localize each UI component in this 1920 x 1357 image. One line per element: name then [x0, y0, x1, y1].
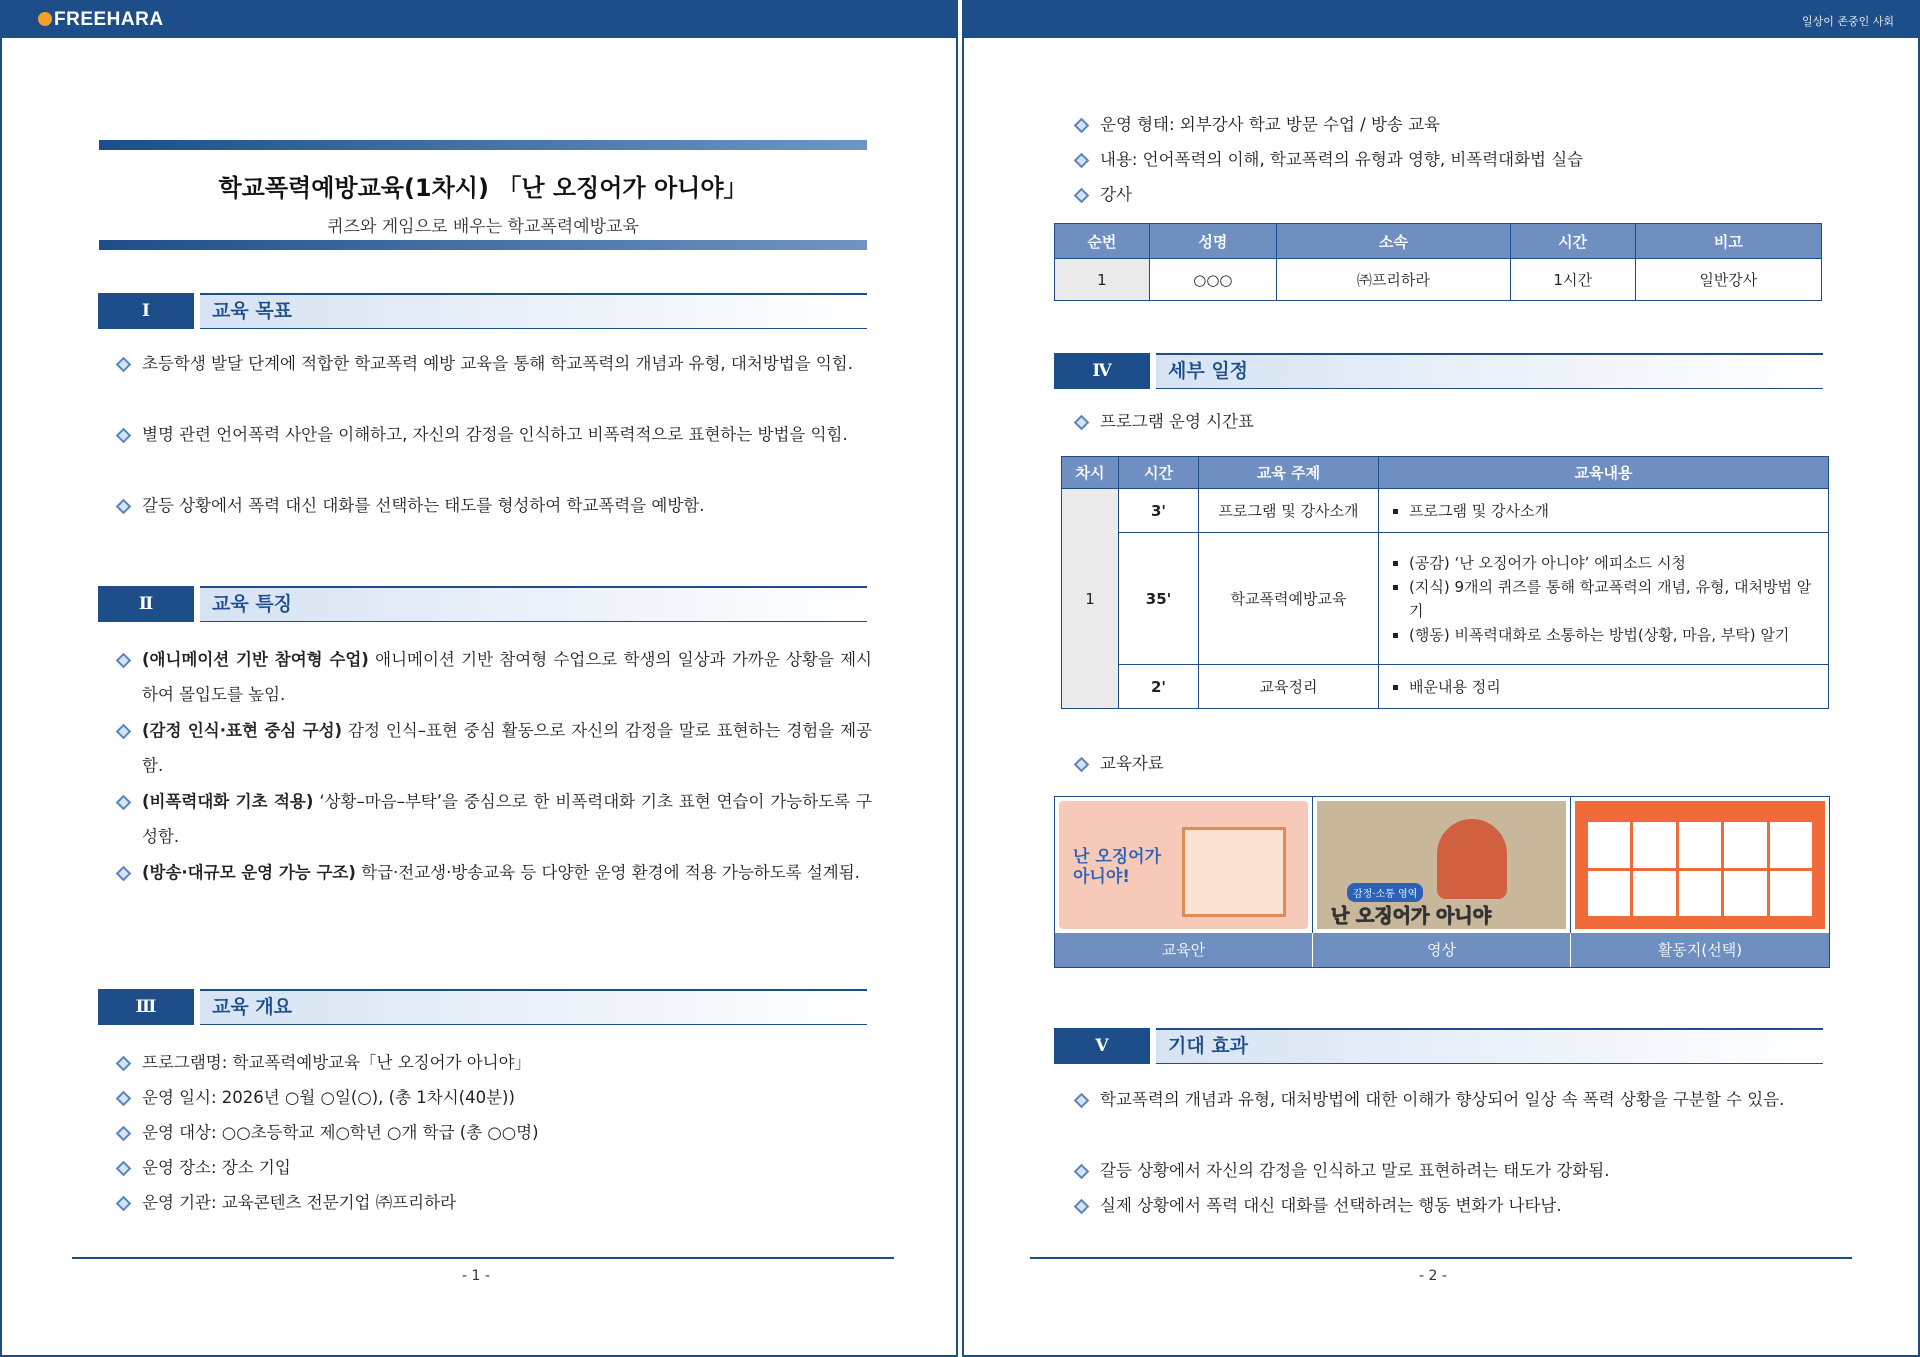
- diamond-bullet-icon: [1074, 118, 1090, 134]
- goal-item: 별명 관련 언어폭력 사안을 이해하고, 자신의 감정을 인식하고 비폭력적으로 표현하는 방법을 익힘.: [142, 417, 872, 452]
- column-header: 교육내용: [1379, 457, 1829, 489]
- doc-title: 학교폭력예방교육(1차시) 「난 오징어가 아니야」: [218, 174, 748, 202]
- materials-panel: [1054, 796, 1830, 968]
- diamond-bullet-icon: [1074, 1164, 1090, 1180]
- title-box: [99, 140, 867, 250]
- overview-item: 프로그램명: 학교폭력예방교육「난 오징어가 아니야」: [142, 1045, 872, 1080]
- table-cell: 일반강사: [1635, 259, 1821, 301]
- list-item: (공감) ‘난 오징어가 아니야’ 에피소드 시청: [1387, 551, 1820, 575]
- page-number: - 2 -: [1419, 1268, 1447, 1284]
- diamond-bullet-icon: [116, 866, 132, 882]
- section-title: 기대 효과: [1156, 1028, 1823, 1064]
- diamond-bullet-icon: [1074, 188, 1090, 204]
- material-caption: 활동지(선택): [1571, 933, 1829, 967]
- column-header: 교육 주제: [1199, 457, 1379, 489]
- slogan: 일상이 존중인 사회: [1801, 15, 1894, 28]
- material-caption: 영상: [1313, 933, 1571, 967]
- worksheet-thumbnail: [1571, 797, 1829, 933]
- header-bar: [2, 2, 956, 38]
- lesson-plan-image: 난 오징어가 아니야!: [1059, 801, 1308, 929]
- schedule-label: 프로그램 운영 시간표: [1100, 404, 1830, 439]
- materials-label: 교육자료: [1100, 746, 1830, 781]
- section-title: 교육 목표: [200, 293, 867, 329]
- column-header: 성명: [1149, 224, 1276, 259]
- instructor-table: [1054, 223, 1822, 301]
- column-header: 비고: [1635, 224, 1821, 259]
- section-number: Ⅳ: [1054, 353, 1150, 389]
- feature-item: (방송·대규모 운영 가능 구조) 학급·전교생·방송교육 등 다양한 운영 환경에 적용 가능하도록 설계됨.: [142, 855, 872, 890]
- section-number: Ⅰ: [98, 293, 194, 329]
- diamond-bullet-icon: [1074, 153, 1090, 169]
- diamond-bullet-icon: [116, 653, 132, 669]
- logo-mark-icon: [38, 12, 52, 26]
- table-row: [1062, 533, 1829, 665]
- section-title: 교육 개요: [200, 989, 867, 1025]
- column-header: 소속: [1276, 224, 1510, 259]
- page-number: - 1 -: [462, 1268, 490, 1284]
- feature-item: (애니메이션 기반 참여형 수업) 애니메이션 기반 참여형 수업으로 학생의 일상과 가까운 상황을 제시하여 몰입도를 높임.: [142, 642, 872, 712]
- video-thumbnail: [1313, 797, 1571, 933]
- worksheet-image: [1575, 801, 1825, 929]
- table-cell: ○○○: [1149, 259, 1276, 301]
- feature-item: (감정 인식·표현 중심 구성) 감정 인식–표현 중심 활동으로 자신의 감정을 말로 표현하는 경험을 제공함.: [142, 713, 872, 783]
- list-item: 프로그램 및 강사소개: [1387, 499, 1820, 523]
- topic-cell: 교육정리: [1199, 665, 1379, 709]
- list-item: 배운내용 정리: [1387, 675, 1820, 699]
- footer-line: [1030, 1257, 1852, 1259]
- effect-item: 학교폭력의 개념과 유형, 대처방법에 대한 이해가 향상되어 일상 속 폭력 상황을 구분할 수 있음.: [1100, 1082, 1830, 1117]
- goal-item: 갈등 상황에서 폭력 대신 대화를 선택하는 태도를 형성하여 학교폭력을 예방함.: [142, 488, 872, 523]
- section-title: 세부 일정: [1156, 353, 1823, 389]
- column-header: 순번: [1055, 224, 1150, 259]
- effect-item: 실제 상황에서 폭력 대신 대화를 선택하려는 행동 변화가 나타남.: [1100, 1188, 1830, 1223]
- table-cell: 1시간: [1510, 259, 1635, 301]
- page-2: [962, 0, 1920, 1357]
- doc-subtitle: 퀴즈와 게임으로 배우는 학교폭력예방교육: [327, 217, 639, 237]
- diamond-bullet-icon: [1074, 415, 1090, 431]
- section-number: Ⅲ: [98, 989, 194, 1025]
- logo-text: FREEHARA: [54, 9, 164, 30]
- table-header-row: [1055, 224, 1822, 259]
- diamond-bullet-icon: [1074, 1093, 1090, 1109]
- overview-item: 내용: 언어폭력의 이해, 학교폭력의 유형과 영향, 비폭력대화법 실습: [1100, 142, 1830, 177]
- column-header: 시간: [1119, 457, 1199, 489]
- footer-line: [72, 1257, 894, 1259]
- school-building-icon: [1182, 827, 1286, 917]
- overview-item: 운영 대상: ○○초등학교 제○학년 ○개 학급 (총 ○○명): [142, 1115, 872, 1150]
- table-cell: 1: [1055, 259, 1150, 301]
- table-row: [1055, 259, 1822, 301]
- content-cell: [1379, 489, 1829, 533]
- feature-item: (비폭력대화 기초 적용) ‘상황–마음–부탁’을 중심으로 한 비폭력대화 기초 표현 연습이 가능하도록 구성함.: [142, 784, 872, 854]
- column-header: 시간: [1510, 224, 1635, 259]
- overview-item: 운영 형태: 외부강사 학교 방문 수업 / 방송 교육: [1100, 107, 1830, 142]
- diamond-bullet-icon: [116, 1126, 132, 1142]
- diamond-bullet-icon: [116, 1056, 132, 1072]
- topic-cell: 프로그램 및 강사소개: [1199, 489, 1379, 533]
- diamond-bullet-icon: [116, 1196, 132, 1212]
- overview-item: 운영 일시: 2026년 ○월 ○일(○), (총 1차시(40분)): [142, 1080, 872, 1115]
- session-cell: 1: [1062, 489, 1119, 709]
- section-effects: [1054, 1028, 1823, 1064]
- section-overview: [98, 989, 867, 1025]
- topic-cell: 학교폭력예방교육: [1199, 533, 1379, 665]
- schedule-table: [1061, 456, 1829, 709]
- list-item: (지식) 9개의 퀴즈를 통해 학교폭력의 개념, 유형, 대처방법 알기: [1387, 575, 1820, 623]
- section-schedule: [1054, 353, 1823, 389]
- column-header: 차시: [1062, 457, 1119, 489]
- diamond-bullet-icon: [116, 357, 132, 373]
- diamond-bullet-icon: [116, 1091, 132, 1107]
- time-cell: 3': [1119, 489, 1199, 533]
- page-1: [0, 0, 958, 1357]
- section-features: [98, 586, 867, 622]
- title-bar-top: [99, 140, 867, 150]
- diamond-bullet-icon: [116, 499, 132, 515]
- section-title: 교육 특징: [200, 586, 867, 622]
- squid-character-icon: [1437, 819, 1507, 899]
- diamond-bullet-icon: [116, 1161, 132, 1177]
- diamond-bullet-icon: [1074, 1199, 1090, 1215]
- diamond-bullet-icon: [116, 428, 132, 444]
- content-cell: [1379, 665, 1829, 709]
- lesson-plan-thumbnail: [1055, 797, 1313, 933]
- diamond-bullet-icon: [1074, 757, 1090, 773]
- worksheet-grid: [1585, 819, 1815, 919]
- diamond-bullet-icon: [116, 795, 132, 811]
- table-row: [1062, 489, 1829, 533]
- time-cell: 35': [1119, 533, 1199, 665]
- overview-item: 운영 장소: 장소 기입: [142, 1150, 872, 1185]
- section-number: Ⅴ: [1054, 1028, 1150, 1064]
- material-caption: 교육안: [1055, 933, 1313, 967]
- goal-item: 초등학생 발달 단계에 적합한 학교폭력 예방 교육을 통해 학교폭력의 개념과 유형, 대처방법을 익힘.: [142, 346, 872, 381]
- time-cell: 2': [1119, 665, 1199, 709]
- list-item: (행동) 비폭력대화로 소통하는 방법(상황, 마음, 부탁) 알기: [1387, 623, 1820, 647]
- effect-item: 갈등 상황에서 자신의 감정을 인식하고 말로 표현하려는 태도가 강화됨.: [1100, 1153, 1830, 1188]
- section-number: Ⅱ: [98, 586, 194, 622]
- header-bar: [964, 2, 1918, 38]
- table-cell: ㈜프리하라: [1276, 259, 1510, 301]
- table-header-row: [1062, 457, 1829, 489]
- freehara-logo: [38, 9, 164, 31]
- overview-item: 운영 기관: 교육콘텐츠 전문기업 ㈜프리하라: [142, 1185, 872, 1220]
- table-row: [1062, 665, 1829, 709]
- content-cell: [1379, 533, 1829, 665]
- section-goals: [98, 293, 867, 329]
- title-bar-bottom: [99, 240, 867, 250]
- overview-item: 강사: [1100, 177, 1830, 212]
- diamond-bullet-icon: [116, 724, 132, 740]
- video-image: 감정·소통 영역 난 오징어가 아니야: [1317, 801, 1566, 929]
